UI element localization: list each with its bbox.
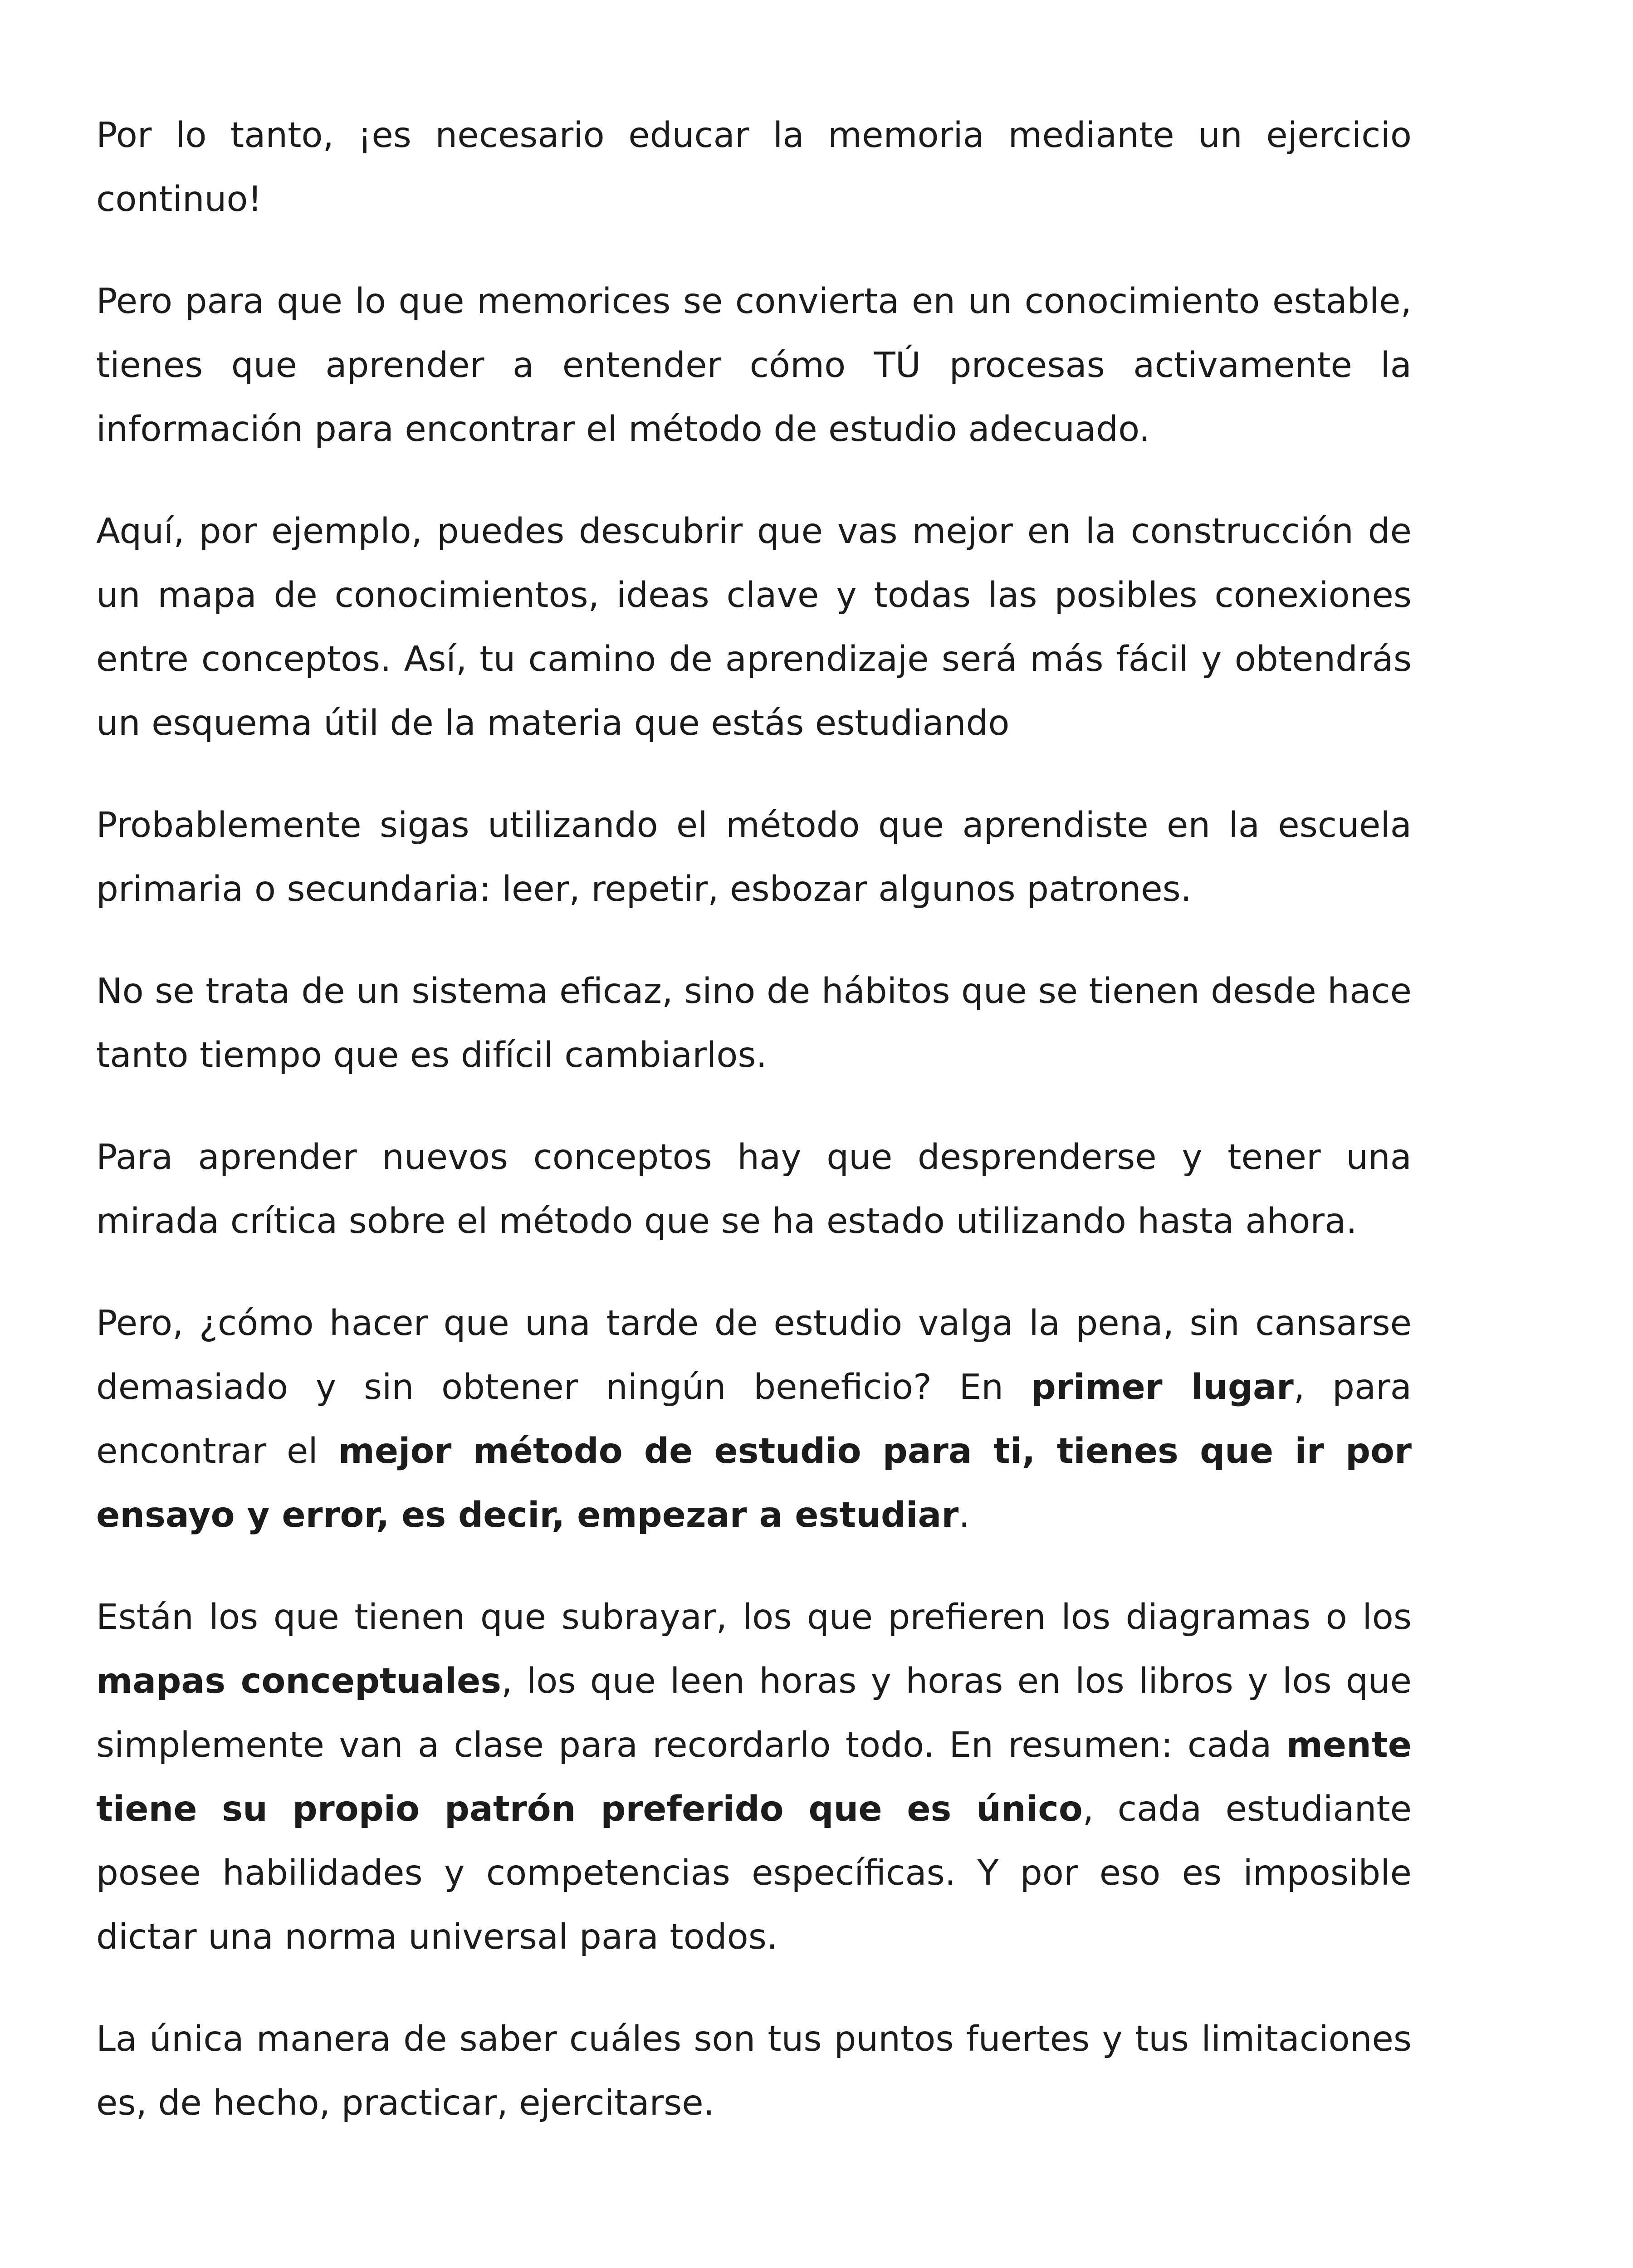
bold-text-run: mente tiene su propio patrón preferido que es único [96, 1725, 1412, 1829]
text-run: , los que leen horas y horas en los libros y los que simplemente van a clase para recordarlo todo. En resumen: cada [96, 1661, 1412, 1765]
paragraph [96, 499, 1412, 755]
text-run: , cada estudiante posee habilidades y competencias específicas. Y por eso es imposible dictar una norma universal para todos. [96, 1789, 1412, 1957]
paragraph [96, 269, 1412, 461]
bold-text-run: mejor método de estudio para ti, tienes que ir por ensayo y error, es decir, empezar a estudiar [96, 1431, 1412, 1535]
text-run: Probablemente sigas utilizando el método que aprendiste en la escuela primaria o secundaria: leer, repetir, esbozar algunos patrones. [96, 805, 1412, 909]
bold-text-run: mapas conceptuales [96, 1661, 502, 1701]
paragraph [96, 2007, 1412, 2135]
text-run: . [958, 1495, 970, 1535]
text-run: Aquí, por ejemplo, puedes descubrir que vas mejor en la construcción de un mapa de conocimientos, ideas clave y todas las posibles conexiones entre conceptos. Así, tu camino de aprendizaje será más fácil y obtendrás un esquema útil de la materia que estás estudiando [96, 511, 1412, 743]
paragraph [96, 103, 1412, 231]
body-text [96, 103, 1412, 2173]
text-run: Por lo tanto, ¡es necesario educar la memoria mediante un ejercicio continuo! [96, 115, 1412, 220]
text-run: No se trata de un sistema eficaz, sino de hábitos que se tienen desde hace tanto tiempo que es difícil cambiarlos. [96, 971, 1412, 1075]
text-run: Están los que tienen que subrayar, los que prefieren los diagramas o los [96, 1597, 1412, 1637]
paragraph [96, 1291, 1412, 1547]
text-run: La única manera de saber cuáles son tus puntos fuertes y tus limitaciones es, de hecho, practicar, ejercitarse. [96, 2019, 1412, 2123]
text-run: , para encontrar el [96, 1367, 1412, 1471]
text-run: Pero para que lo que memorices se convierta en un conocimiento estable, tienes que aprender a entender cómo TÚ procesas activamente la información para encontrar el método de estudio adecuado. [96, 281, 1412, 450]
paragraph [96, 1125, 1412, 1253]
text-run: Pero, ¿cómo hacer que una tarde de estudio valga la pena, sin cansarse demasiado y sin obtener ningún beneficio? En [96, 1303, 1412, 1408]
paragraph [96, 1585, 1412, 1969]
paragraph [96, 793, 1412, 921]
text-run: Para aprender nuevos conceptos hay que desprenderse y tener una mirada crítica sobre el método que se ha estado utilizando hasta ahora. [96, 1137, 1412, 1242]
paragraph [96, 959, 1412, 1087]
bold-text-run: primer lugar [1031, 1367, 1294, 1408]
